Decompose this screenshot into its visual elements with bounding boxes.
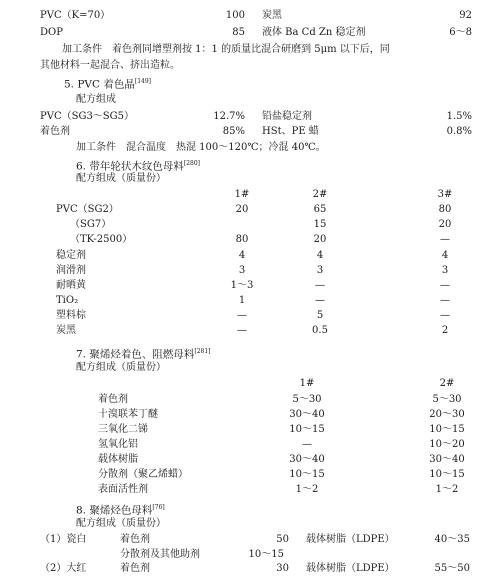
sec5-row-2-label2: HSt、PE 蜡 bbox=[262, 126, 319, 137]
table-cell: 30～40 bbox=[429, 454, 465, 465]
table-cell: 80 bbox=[235, 234, 249, 245]
table-cell: 15 bbox=[313, 219, 327, 230]
table-row-label: PVC（SG2） bbox=[56, 204, 119, 215]
table-row-label: 耐晒黄 bbox=[56, 280, 86, 291]
table-cell: 30～40 bbox=[289, 409, 325, 420]
sec6-header-1: 1# bbox=[234, 189, 250, 200]
table-cell: 10～15 bbox=[429, 424, 465, 435]
table-cell: — bbox=[440, 234, 450, 245]
table-cell: 10～15 bbox=[429, 469, 465, 480]
process-line-1: 加工条件 着色剂同增塑剂按 1：1 的质量比混合研磨到 5μm 以下后，同 bbox=[62, 44, 390, 55]
top-row-1-label1: PVC（K=70） bbox=[40, 10, 111, 21]
sec6-header-3: 3# bbox=[437, 189, 453, 200]
table-cell: 4 bbox=[238, 250, 246, 261]
table-cell: — bbox=[302, 439, 312, 450]
list-item-label: 着色剂 bbox=[120, 563, 150, 574]
table-row-label: （SG7） bbox=[70, 219, 112, 230]
table-cell: — bbox=[237, 310, 247, 321]
top-row-2-label2: 液体 Ba Cd Zn 稳定剂 bbox=[262, 27, 366, 38]
section-5-heading: 5. PVC 着色晶[149] bbox=[64, 78, 152, 91]
sec7-header-2: 2# bbox=[439, 378, 455, 389]
table-row-label: 三氧化二锑 bbox=[98, 424, 148, 435]
top-row-2-label1: DOP bbox=[40, 27, 63, 38]
table-cell: 1～3 bbox=[230, 280, 254, 291]
list-item-value: 10～15 bbox=[248, 549, 284, 560]
table-cell: 30～40 bbox=[289, 454, 325, 465]
table-cell: 65 bbox=[313, 204, 327, 215]
list-item-label: 载体树脂（LDPE） bbox=[306, 563, 395, 574]
table-cell: — bbox=[440, 310, 450, 321]
table-row-label: 氢氧化铝 bbox=[98, 439, 138, 450]
sec5-row-1-label1: PVC（SG3～SG5） bbox=[40, 111, 135, 122]
section-6-formula-label: 配方组成（质量份） bbox=[76, 173, 166, 184]
table-cell: 5 bbox=[316, 310, 324, 321]
process-line-2: 其他材料一起混合、挤出造粒。 bbox=[40, 60, 180, 71]
table-cell: 5～30 bbox=[432, 394, 462, 405]
table-cell: 10～15 bbox=[289, 469, 325, 480]
section-5-process: 加工条件 混合温度 热混 100～120℃；冷混 40℃。 bbox=[76, 142, 326, 153]
table-row-label: 着色剂 bbox=[98, 394, 128, 405]
table-cell: 20 bbox=[235, 204, 249, 215]
table-cell: — bbox=[315, 295, 325, 306]
table-cell: 1～2 bbox=[295, 484, 319, 495]
top-row-1-val1: 100 bbox=[225, 10, 245, 21]
table-row-label: 稳定剂 bbox=[56, 250, 86, 261]
table-cell: — bbox=[440, 295, 450, 306]
sec5-row-2-label1: 着色剂 bbox=[40, 126, 70, 137]
table-cell: 3 bbox=[238, 265, 246, 276]
section-5-formula-label: 配方组成 bbox=[76, 94, 116, 105]
table-row-label: 分散剂（聚乙烯蜡） bbox=[98, 469, 188, 480]
sec6-header-2: 2# bbox=[312, 189, 328, 200]
list-item-value: 50 bbox=[276, 534, 289, 545]
table-cell: 5～30 bbox=[292, 394, 322, 405]
table-cell: — bbox=[315, 280, 325, 291]
top-row-2-val1: 85 bbox=[232, 27, 245, 38]
table-cell: 20 bbox=[438, 219, 452, 230]
list-item-number: （2）大红 bbox=[40, 563, 87, 574]
table-cell: 10～20 bbox=[429, 439, 465, 450]
table-cell: 20～30 bbox=[429, 409, 465, 420]
sec5-row-2-val2: 0.8% bbox=[446, 126, 472, 137]
top-row-1-val2: 92 bbox=[459, 10, 472, 21]
table-cell: 10～15 bbox=[289, 424, 325, 435]
list-item-number: （1）瓷白 bbox=[40, 534, 87, 545]
table-row-label: 润滑剂 bbox=[56, 265, 86, 276]
section-8-heading: 8. 聚烯烃色母料[76] bbox=[76, 504, 165, 517]
top-row-2-val2: 6～8 bbox=[449, 27, 472, 38]
list-item-value: 30 bbox=[276, 563, 289, 574]
table-cell: — bbox=[237, 325, 247, 336]
sec5-row-1-label2: 铅盐稳定剂 bbox=[262, 111, 312, 122]
table-cell: 4 bbox=[441, 250, 449, 261]
sec7-header-1: 1# bbox=[299, 378, 315, 389]
sec5-row-1-val1: 12.7% bbox=[213, 111, 245, 122]
table-cell: 1 bbox=[238, 295, 246, 306]
table-row-label: （TK-2500） bbox=[70, 234, 133, 245]
section-8-formula-label: 配方组成（质量份） bbox=[76, 518, 166, 529]
sec5-row-1-val2: 1.5% bbox=[446, 111, 472, 122]
section-7-heading: 7. 聚烯烃着色、阻燃母料[281] bbox=[76, 348, 211, 361]
table-cell: 4 bbox=[316, 250, 324, 261]
table-cell: 3 bbox=[441, 265, 449, 276]
section-7-formula-label: 配方组成（质量份） bbox=[76, 362, 166, 373]
list-item-label: 着色剂 bbox=[120, 534, 150, 545]
list-item-label: 分散剂及其他助剂 bbox=[120, 549, 200, 560]
table-row-label: 表面活性剂 bbox=[98, 484, 148, 495]
table-cell: 2 bbox=[441, 325, 449, 336]
table-row-label: 炭黑 bbox=[56, 325, 76, 336]
top-row-1-label2: 炭黑 bbox=[262, 10, 282, 21]
table-row-label: TiO₂ bbox=[56, 295, 79, 306]
section-6-heading: 6. 带年轮状木纹色母料[280] bbox=[76, 160, 200, 173]
list-item-value: 55～50 bbox=[434, 563, 470, 574]
list-item-value: 40～35 bbox=[434, 534, 470, 545]
sec5-row-2-val1: 85% bbox=[222, 126, 245, 137]
table-cell: 0.5 bbox=[312, 325, 328, 336]
table-cell: 80 bbox=[438, 204, 452, 215]
table-cell: 20 bbox=[313, 234, 327, 245]
table-row-label: 塑料棕 bbox=[56, 310, 86, 321]
table-cell: — bbox=[440, 280, 450, 291]
list-item-label: 载体树脂（LDPE） bbox=[306, 534, 395, 545]
table-cell: 3 bbox=[316, 265, 324, 276]
table-row-label: 载体树脂 bbox=[98, 454, 138, 465]
table-cell: 1～2 bbox=[435, 484, 459, 495]
table-row-label: 十溴联苯丁醚 bbox=[98, 409, 158, 420]
